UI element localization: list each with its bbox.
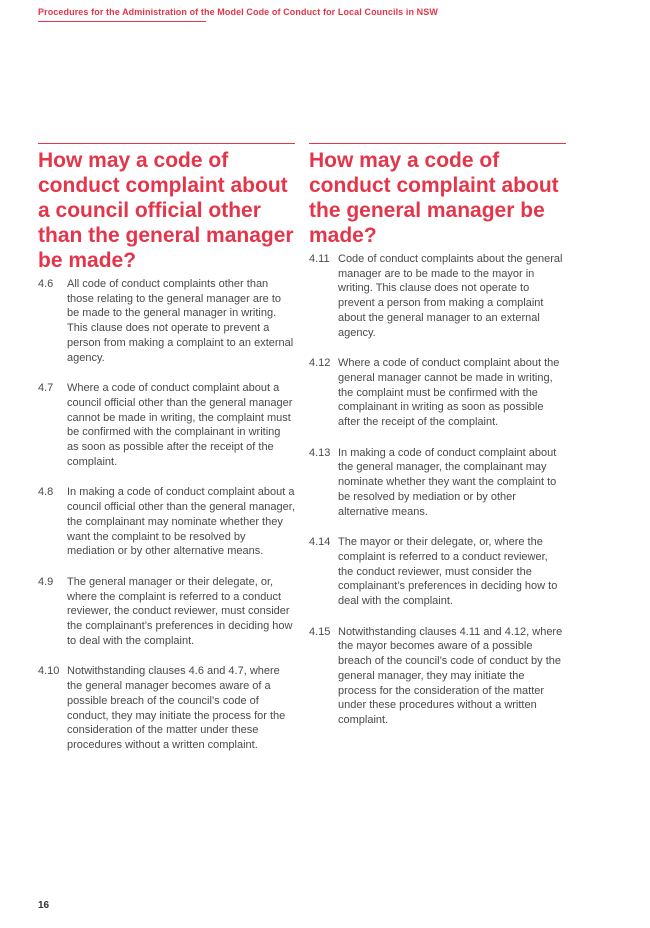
clause-text: Notwithstanding clauses 4.6 and 4.7, where the general manager becomes aware of a possible breach of the council’s code of conduct, they may initiate the process for the consideration of the matter under these procedures without a written complaint. [67, 665, 286, 751]
clause-number: 4.11 [309, 253, 330, 265]
header-rule [38, 21, 206, 22]
clause-number: 4.9 [38, 575, 54, 588]
clause-number: 4.10 [38, 665, 60, 678]
clause [38, 381, 295, 469]
left-column [38, 143, 295, 769]
clause-number: 4.14 [309, 536, 331, 549]
running-header: Procedures for the Administration of the Model Code of Conduct for Local Councils in NSW [38, 7, 438, 17]
left-column-rule [38, 143, 295, 144]
clause [309, 356, 566, 430]
right-column [309, 143, 566, 744]
clause [38, 664, 295, 752]
clause-text: The mayor or their delegate, or, where the complaint is referred to a conduct reviewer, the conduct reviewer, must consider the complainant’s preferences in deciding how to deal with the complaint. [338, 536, 558, 608]
clause [38, 485, 295, 559]
right-column-heading: How may a code of conduct complaint about the general manager be made? [309, 149, 559, 247]
clause-number: 4.7 [38, 382, 54, 395]
clause-number: 4.12 [309, 357, 331, 370]
clause-number: 4.6 [38, 278, 54, 290]
clause [309, 446, 566, 520]
clause-text: The general manager or their delegate, or, where the complaint is referred to a conduct reviewer, the conduct reviewer, must consider the complainant’s preferences in deciding how to deal with the complaint. [67, 575, 293, 647]
clause-text: Where a code of conduct complaint about a council official other than the general manager cannot be made in writing, the complaint must be confirmed with the complainant in writing as soon as possible after the receipt of the complaint. [67, 382, 293, 468]
clause [309, 625, 566, 728]
clause-text: All code of conduct complaints other than those relating to the general manager are to be made to the general manager in writing. This clause does not operate to prevent a person from making a complaint to an external agency. [67, 278, 294, 364]
clause-text: Where a code of conduct complaint about the general manager cannot be made in writing, the complaint must be confirmed with the complainant in writing as soon as possible after the receipt of the complaint. [338, 357, 560, 429]
clause [38, 277, 295, 365]
clause-text: In making a code of conduct complaint about a council official other than the general manager, the complainant may nominate whether they want the complaint to be resolved by mediation or by other alternative means. [67, 486, 295, 558]
left-column-heading: How may a code of conduct complaint about a council official other than the general manager be made? [38, 149, 294, 272]
clause-text: Code of conduct complaints about the general manager are to be made to the mayor in writing. This clause does not operate to prevent a person from making a complaint about the general manager to an external agency. [338, 253, 563, 339]
page-number: 16 [38, 900, 50, 911]
clause-text: In making a code of conduct complaint about the general manager, the complainant may nominate whether they want the complaint to be resolved by mediation or by other alternative means. [338, 446, 557, 518]
right-column-rule [309, 143, 566, 144]
clause-text: Notwithstanding clauses 4.11 and 4.12, where the mayor becomes aware of a possible breach of the council’s code of conduct by the general manager, they may initiate the process for the consideration of the matter under these procedures without a written complaint. [338, 625, 563, 726]
clause [309, 535, 566, 609]
clause [309, 252, 566, 340]
clause-number: 4.13 [309, 446, 331, 459]
clause [38, 575, 295, 649]
clause-number: 4.15 [309, 625, 331, 638]
clause-number: 4.8 [38, 486, 54, 499]
